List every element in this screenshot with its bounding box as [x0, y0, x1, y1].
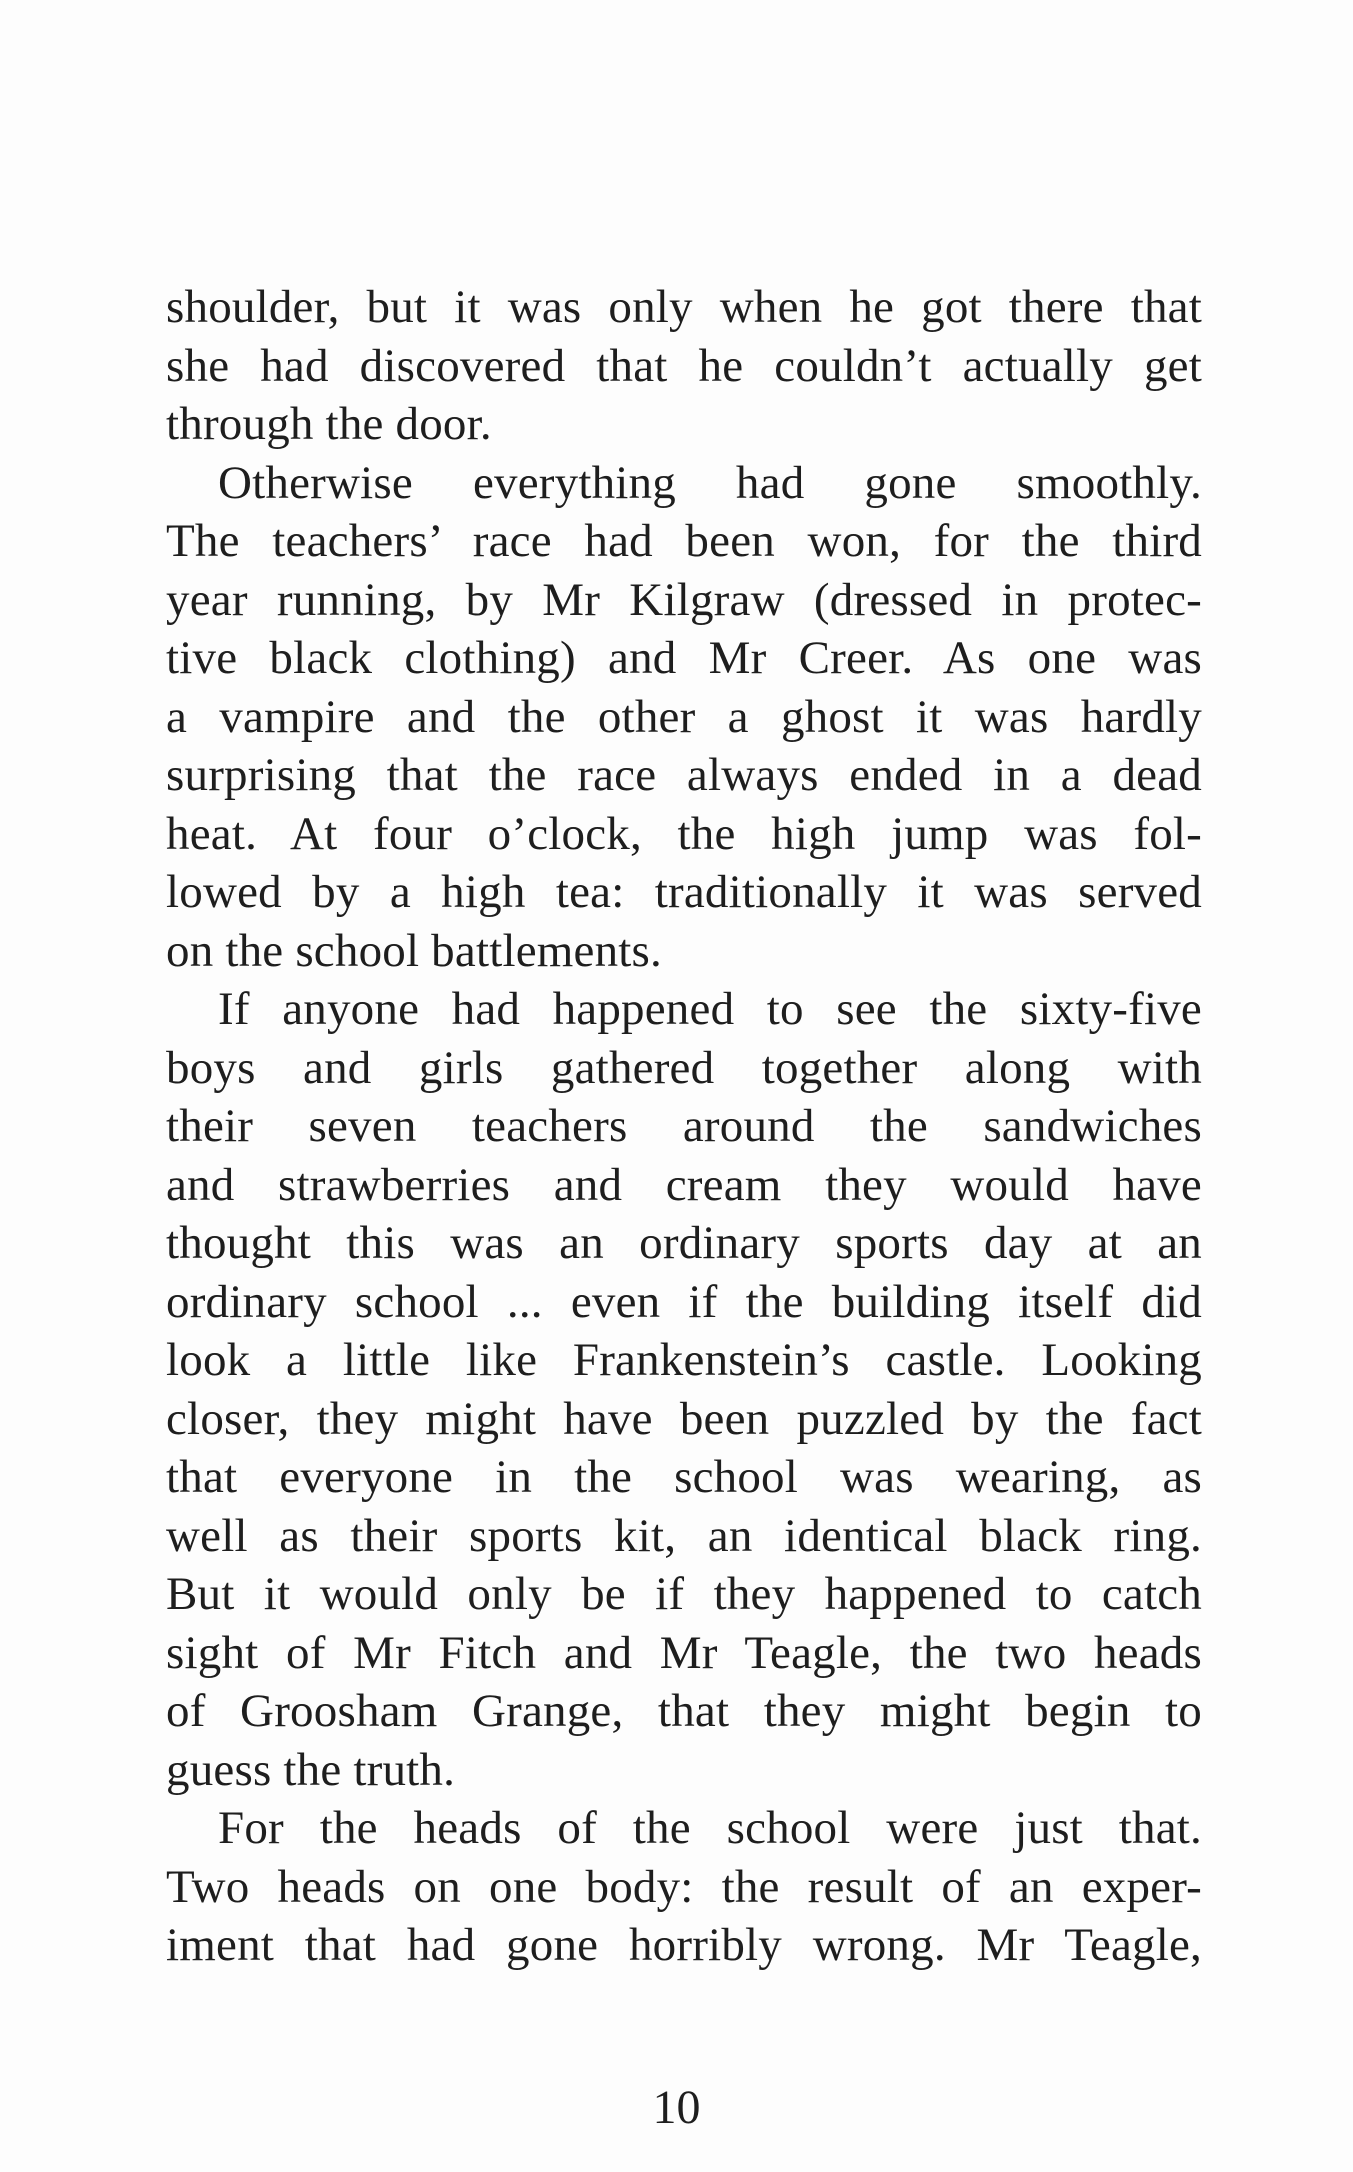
text-line: guess the truth.: [166, 1743, 456, 1796]
text-line: thought this was an ordinary sports day at an: [166, 1217, 1202, 1269]
body-text: [166, 278, 1202, 1975]
text-line: ordinary school ... even if the building itself did: [166, 1275, 1202, 1328]
text-line: heat. At four o’clock, the high jump was fol-: [166, 807, 1202, 860]
text-line: year running, by Mr Kilgraw (dressed in protec-: [166, 573, 1202, 626]
page-number: 10: [652, 2081, 701, 2134]
text-line: through the door.: [166, 398, 492, 450]
text-line: and strawberries and cream they would have: [166, 1158, 1202, 1211]
text-line: surprising that the race always ended in a dead: [166, 749, 1202, 801]
text-line: Two heads on one body: the result of an exper-: [166, 1860, 1202, 1913]
text-line: their seven teachers around the sandwiches: [166, 1100, 1202, 1152]
text-line: well as their sports kit, an identical black ring.: [166, 1509, 1202, 1562]
text-line: of Groosham Grange, that they might begin to: [166, 1685, 1202, 1737]
text-line: lowed by a high tea: traditionally it was served: [166, 866, 1202, 918]
text-line: look a little like Frankenstein’s castle. Looking: [166, 1334, 1202, 1386]
text-line: Otherwise everything had gone smoothly.: [218, 456, 1202, 509]
text-line: For the heads of the school were just that.: [218, 1802, 1202, 1854]
text-line: shoulder, but it was only when he got there that: [166, 281, 1202, 333]
text-line: she had discovered that he couldn’t actually get: [166, 339, 1202, 392]
text-line: But it would only be if they happened to catch: [166, 1568, 1202, 1620]
text-line: The teachers’ race had been won, for the third: [166, 515, 1202, 567]
text-line: that everyone in the school was wearing, as: [166, 1451, 1202, 1503]
text-line: a vampire and the other a ghost it was hardly: [166, 690, 1202, 743]
text-line: iment that had gone horribly wrong. Mr Teagle,: [166, 1919, 1202, 1971]
text-line: tive black clothing) and Mr Creer. As one was: [166, 632, 1202, 684]
text-line: closer, they might have been puzzled by the fact: [166, 1392, 1202, 1445]
text-line: boys and girls gathered together along with: [166, 1041, 1202, 1094]
text-line: If anyone had happened to see the sixty-five: [218, 983, 1202, 1035]
text-line: sight of Mr Fitch and Mr Teagle, the two heads: [166, 1626, 1202, 1679]
text-line: on the school battlements.: [166, 924, 662, 977]
